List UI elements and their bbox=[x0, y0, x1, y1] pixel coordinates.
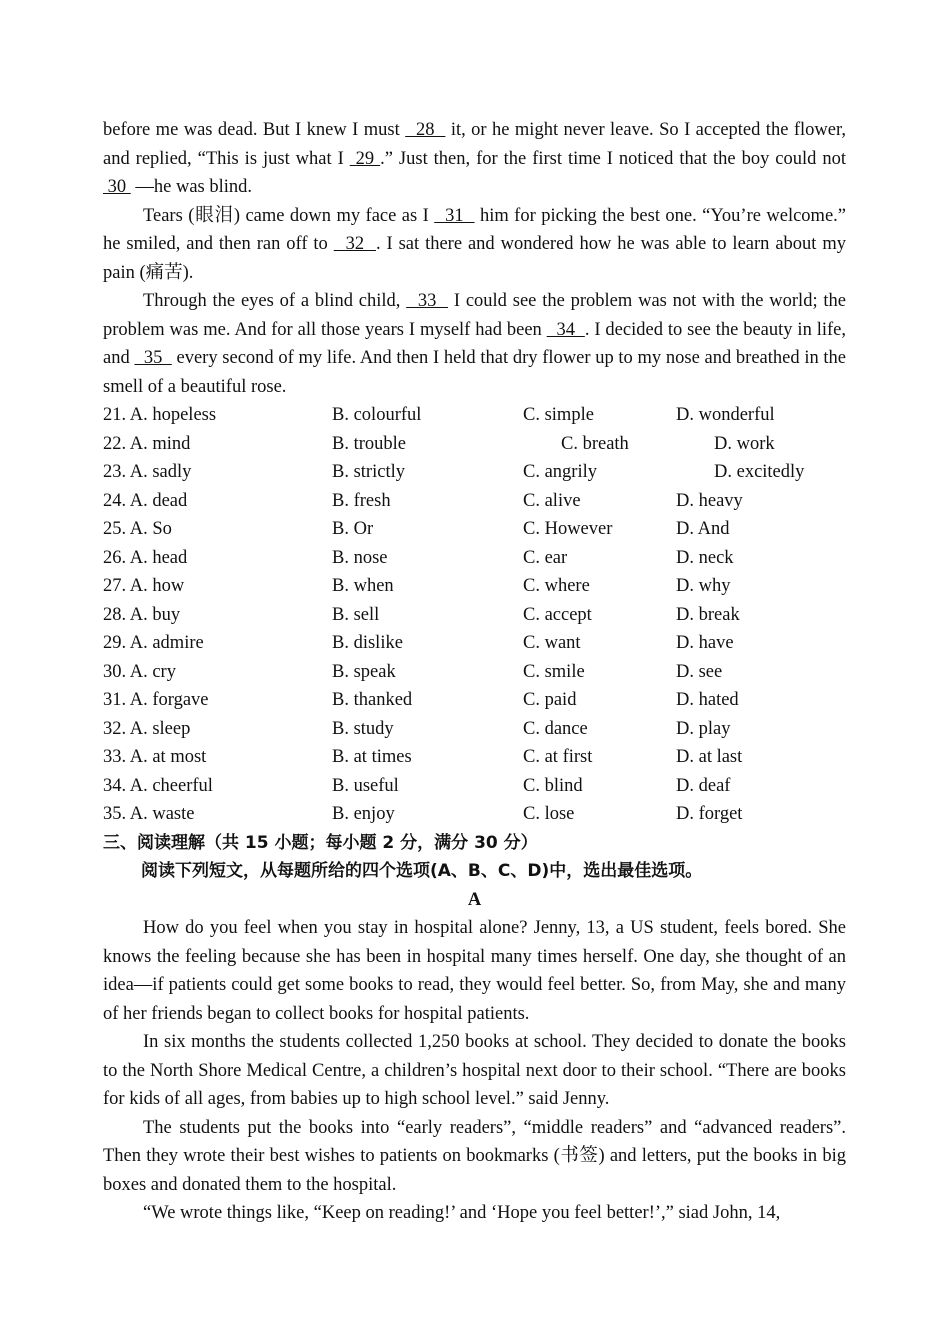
blank-31: 31 bbox=[434, 205, 475, 226]
option-b: B. colourful bbox=[332, 405, 422, 425]
option-c: C. smile bbox=[523, 661, 585, 682]
option-row-32 bbox=[103, 715, 846, 744]
cloze-text: .” Just then, for the first time I noticed that the boy could not bbox=[380, 148, 846, 169]
cloze-text: Tears (眼泪) came down my face as I bbox=[143, 205, 435, 226]
option-d: D. forget bbox=[676, 804, 743, 824]
option-c: C. dance bbox=[523, 718, 588, 739]
option-b: B. nose bbox=[332, 547, 388, 568]
option-d: D. at last bbox=[676, 747, 743, 767]
option-c: C. breath bbox=[561, 433, 629, 454]
option-d: D. neck bbox=[676, 547, 734, 568]
option-b: B. trouble bbox=[332, 433, 406, 454]
reading-paragraph-1: How do you feel when you stay in hospital alone? Jenny, 13, a US student, feels bored. She knows the feeling because she has been in hospital many times herself. One day, she thought of an idea—if patients could get some books to read, they would feel better. So, from May, she and many of her friends began to collect books for hospital patients. bbox=[103, 918, 846, 1024]
option-b: B. strictly bbox=[332, 462, 405, 482]
option-c: C. lose bbox=[523, 804, 575, 824]
option-row-30 bbox=[103, 658, 846, 687]
blank-28: 28 bbox=[405, 120, 446, 140]
option-c: C. blind bbox=[523, 775, 583, 796]
option-d: D. break bbox=[676, 604, 740, 625]
cloze-text: . I sat there and wondered how he was able to learn about my pain (痛苦). bbox=[103, 234, 846, 283]
exam-page bbox=[103, 116, 846, 1228]
passage-label: A bbox=[467, 889, 482, 910]
option-row-21 bbox=[103, 401, 846, 430]
blank-29: 29 bbox=[349, 148, 381, 169]
option-row-31 bbox=[103, 686, 846, 715]
option-c: C. where bbox=[523, 576, 590, 596]
option-row-24 bbox=[103, 487, 846, 516]
reading-paragraph-3: The students put the books into “early readers”, “middle readers” and “advanced readers”. Then they wrote their best wishes to patients on bookmarks (书签) and letters, put the books in big boxes and donated them to the hospital. bbox=[103, 1117, 846, 1195]
option-d: D. heavy bbox=[676, 490, 743, 511]
option-a: 27. A. how bbox=[103, 576, 185, 596]
option-b: B. dislike bbox=[332, 633, 403, 653]
option-a: 21. A. hopeless bbox=[103, 405, 217, 425]
option-a: 28. A. buy bbox=[103, 604, 181, 625]
option-b: B. study bbox=[332, 718, 394, 739]
option-b: B. speak bbox=[332, 661, 396, 682]
option-c: C. alive bbox=[523, 490, 581, 511]
cloze-paragraph-2 bbox=[103, 202, 846, 288]
option-row-23 bbox=[103, 458, 846, 487]
option-b: B. useful bbox=[332, 775, 399, 796]
option-d: D. hated bbox=[676, 690, 739, 710]
option-row-25 bbox=[103, 515, 846, 544]
cloze-text: . I decided to see the beauty in life, and bbox=[103, 319, 846, 368]
option-d: D. why bbox=[676, 576, 731, 596]
cloze-text: every second of my life. And then I held that dry flower up to my nose and breathed in the smell of a beautiful rose. bbox=[103, 348, 847, 397]
option-a: 34. A. cheerful bbox=[103, 775, 213, 796]
option-a: 29. A. admire bbox=[103, 633, 204, 653]
option-a: 35. A. waste bbox=[103, 804, 195, 824]
option-b: B. fresh bbox=[332, 490, 391, 511]
cloze-text: —he was blind. bbox=[130, 177, 253, 197]
option-d: D. wonderful bbox=[676, 405, 775, 425]
option-c: C. simple bbox=[523, 405, 594, 425]
cloze-text: I could see the problem was not with the world; the problem was me. And for all those years I myself had been bbox=[103, 291, 847, 340]
option-d: D. work bbox=[714, 433, 775, 454]
section-instruction: 阅读下列短文，从每题所给的四个选项(A、B、C、D)中，选出最佳选项。 bbox=[141, 861, 703, 881]
option-b: B. at times bbox=[332, 747, 412, 767]
option-a: 31. A. forgave bbox=[103, 690, 209, 710]
option-c: C. paid bbox=[523, 690, 577, 710]
reading-paragraph-2: In six months the students collected 1,250 books at school. They decided to donate the books to the North Shore Medical Centre, a children’s hospital next door to their school. “There are books for kids of all ages, from babies up to high school level.” said Jenny. bbox=[103, 1032, 846, 1109]
option-row-27 bbox=[103, 572, 846, 601]
option-d: D. deaf bbox=[676, 775, 731, 796]
option-a: 24. A. dead bbox=[103, 490, 188, 511]
option-d: D. see bbox=[676, 661, 723, 682]
option-a: 22. A. mind bbox=[103, 433, 191, 454]
options-list bbox=[103, 401, 846, 829]
option-b: B. sell bbox=[332, 604, 380, 625]
option-b: B. Or bbox=[332, 519, 374, 539]
option-a: 23. A. sadly bbox=[103, 462, 192, 482]
blank-34: 34 bbox=[546, 319, 585, 340]
option-d: D. excitedly bbox=[714, 462, 805, 482]
option-b: B. when bbox=[332, 576, 394, 596]
blank-33: 33 bbox=[406, 291, 449, 311]
cloze-text: Through the eyes of a blind child, bbox=[143, 291, 407, 311]
option-c: C. at first bbox=[523, 747, 593, 767]
option-c: C. ear bbox=[523, 547, 568, 568]
option-a: 30. A. cry bbox=[103, 661, 176, 682]
cloze-text: him for picking the best one. “You’re welcome.” he smiled, and then ran off to bbox=[103, 205, 846, 254]
option-a: 26. A. head bbox=[103, 547, 188, 568]
option-c: C. accept bbox=[523, 604, 592, 625]
option-row-33 bbox=[103, 743, 846, 772]
option-a: 25. A. So bbox=[103, 519, 172, 539]
cloze-text: it, or he might never leave. So I accepted the flower, and replied, “This is just what I bbox=[103, 120, 847, 169]
option-row-34 bbox=[103, 772, 846, 801]
section-heading: 三、阅读理解（共 15 小题；每小题 2 分，满分 30 分） bbox=[103, 832, 538, 853]
option-row-35 bbox=[103, 800, 846, 829]
reading-paragraph-4: “We wrote things like, “Keep on reading!’ and ‘Hope you feel better!’,” siad John, 14, bbox=[143, 1203, 781, 1223]
cloze-paragraph-3 bbox=[103, 287, 846, 401]
option-row-26 bbox=[103, 544, 846, 573]
option-row-28 bbox=[103, 601, 846, 630]
option-d: D. play bbox=[676, 718, 731, 739]
blank-32: 32 bbox=[333, 234, 376, 254]
option-a: 33. A. at most bbox=[103, 747, 207, 767]
blank-30: 30 bbox=[103, 177, 131, 197]
option-c: C. angrily bbox=[523, 462, 597, 482]
option-row-22 bbox=[103, 430, 846, 459]
option-c: C. However bbox=[523, 519, 613, 539]
option-d: D. have bbox=[676, 633, 734, 653]
option-b: B. enjoy bbox=[332, 804, 395, 824]
cloze-text: before me was dead. But I knew I must bbox=[103, 120, 406, 140]
option-b: B. thanked bbox=[332, 690, 413, 710]
option-row-29 bbox=[103, 629, 846, 658]
option-a: 32. A. sleep bbox=[103, 718, 191, 739]
blank-35: 35 bbox=[134, 348, 172, 368]
cloze-paragraph-1 bbox=[103, 116, 846, 202]
option-d: D. And bbox=[676, 519, 730, 539]
option-c: C. want bbox=[523, 633, 581, 653]
